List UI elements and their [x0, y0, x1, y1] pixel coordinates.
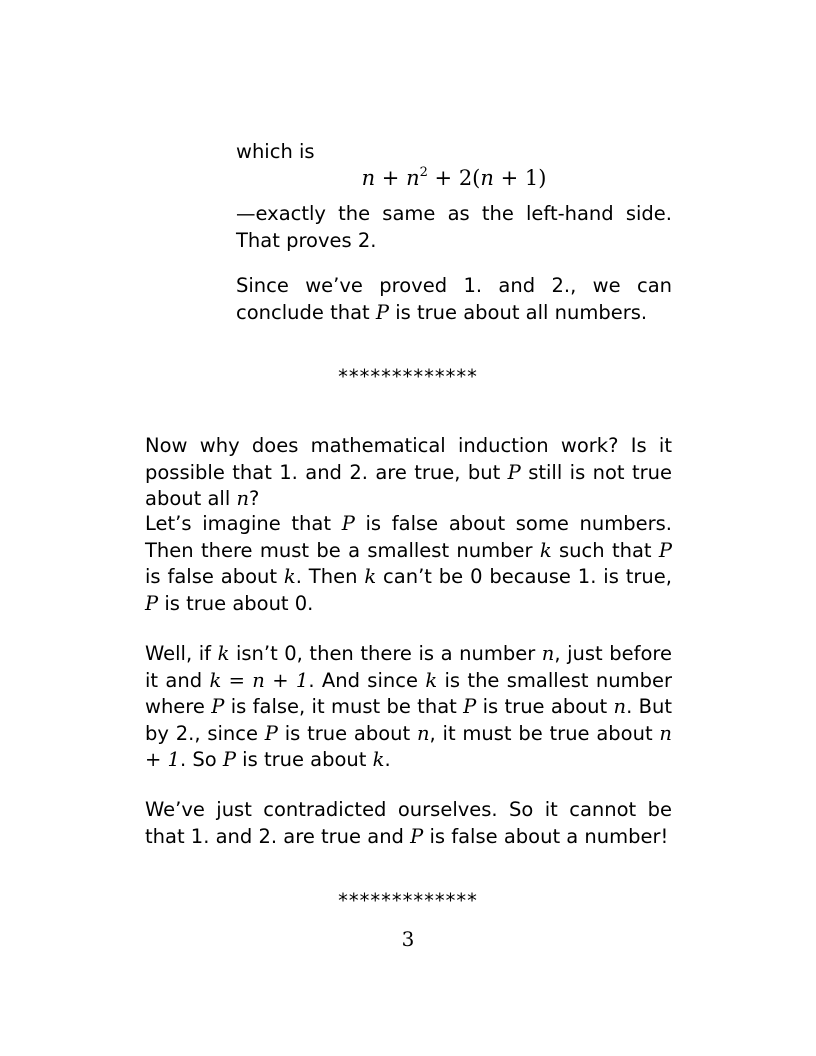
math-n: n — [613, 695, 627, 718]
why-text-2: still is not true about all — [145, 460, 672, 510]
math-P: P — [658, 538, 673, 562]
formula-var-n-inner: n — [480, 166, 494, 190]
imagine-text: is false about some numbers. Then there must be a smallest number — [145, 512, 672, 562]
contradiction-text-2: is false about a number! — [423, 824, 669, 848]
math-P: P — [463, 695, 477, 718]
well-text: . — [384, 748, 391, 771]
math-n: n — [416, 721, 430, 745]
formula-plus-two: + 2( — [427, 166, 481, 190]
math-k: k — [217, 642, 230, 665]
well-text: is the smallest number where — [145, 668, 672, 718]
imagine-text: is true about 0. — [158, 591, 314, 615]
imagine-text: . Then — [295, 565, 365, 588]
math-k: k — [283, 565, 296, 588]
conclusion-paragraph — [236, 273, 672, 326]
formula-tail: + 1) — [493, 166, 547, 190]
formula-exponent: 2 — [419, 165, 428, 180]
formula-var-n: n — [361, 166, 376, 190]
well-text: is false, it must be that — [224, 695, 464, 718]
math-k: k — [364, 565, 377, 588]
intro-text — [236, 139, 672, 166]
section-separator-bottom: ************* — [338, 889, 478, 912]
page-number: 3 — [401, 927, 415, 951]
math-P: P — [507, 460, 521, 484]
formula-plus: + — [375, 166, 407, 190]
lhs-text: —exactly the same as the left-hand side. That proves 2. — [236, 202, 672, 252]
well-text: , just before it and — [145, 642, 672, 692]
well-text: is true about — [277, 721, 417, 745]
well-text: . And since — [308, 668, 426, 692]
conclusion-text-2: is true about all numbers. — [389, 300, 648, 324]
left-hand-side-paragraph — [236, 201, 672, 254]
math-n-plus-1: n + 1 — [145, 721, 672, 771]
imagine-text: such that — [551, 538, 659, 562]
display-formula — [236, 163, 672, 193]
well-text: . But by 2., since — [145, 695, 672, 745]
paragraph-well — [145, 641, 672, 774]
well-text: is true about — [235, 748, 373, 771]
paragraph-imagine — [145, 511, 672, 617]
well-text: Well, if — [145, 642, 218, 665]
math-P: P — [341, 512, 355, 535]
imagine-text: is false about — [145, 565, 284, 588]
well-text: isn’t 0, then there is a number — [229, 642, 542, 665]
math-k: k — [539, 538, 552, 562]
math-P: P — [222, 748, 236, 771]
math-n: n — [236, 487, 250, 510]
paragraph-why-induction — [145, 433, 672, 513]
paragraph-contradiction — [145, 797, 672, 850]
why-text-3: ? — [249, 487, 260, 510]
well-text: , it must be true about — [429, 721, 660, 745]
math-n: n — [541, 642, 555, 665]
imagine-text: Let’s imagine that — [145, 512, 342, 535]
math-k-equals-n-plus-1: k = n + 1 — [209, 668, 309, 692]
section-separator-top: ************* — [338, 365, 478, 388]
intro-label: which is — [236, 140, 315, 163]
math-P: P — [264, 721, 278, 745]
math-P: P — [410, 824, 424, 848]
well-text: is true about — [476, 695, 614, 718]
math-k: k — [372, 748, 385, 771]
why-text-1: Now why does mathematical induction work? Is it possible that 1. and 2. are true, but — [145, 434, 672, 484]
well-text: . So — [179, 748, 223, 771]
conclusion-text-1: Since we’ve proved 1. and 2., we can conclude that — [236, 274, 672, 324]
contradiction-text-1: We’ve just contradicted ourselves. So it cannot be that 1. and 2. are true and — [145, 798, 672, 848]
math-k: k — [425, 668, 438, 692]
math-P: P — [145, 591, 159, 615]
imagine-text: can’t be 0 because 1. is true, — [376, 565, 672, 588]
math-P: P — [375, 300, 390, 324]
math-P: P — [211, 695, 225, 718]
formula-var-n-squared: n — [406, 166, 420, 190]
